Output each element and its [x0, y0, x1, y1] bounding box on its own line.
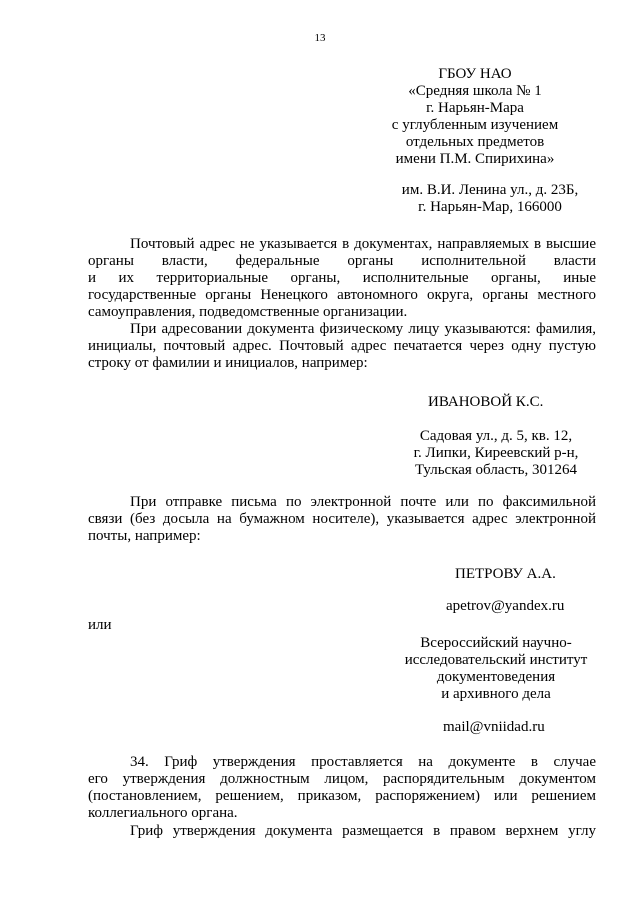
- text-line: Гриф утверждения документа размещается в правом верхнем углу: [130, 823, 596, 839]
- text-line: При отправке письма по электронной почте или по факсимильной: [130, 494, 596, 510]
- recipient-org-block: [360, 66, 590, 168]
- recipient-org-line: имени П.М. Спирихина»: [395, 151, 555, 167]
- text-line: органы власти, федеральные органы исполнительной власти: [88, 253, 596, 269]
- text-line: инициалы, почтовый адрес. Почтовый адрес печатается через одну пустую: [88, 338, 596, 354]
- recipient-org-line: г. Нарьян-Мара: [426, 100, 524, 116]
- recipient-org-address: [380, 182, 600, 216]
- text-line: Почтовый адрес не указывается в документах, направляемых в высшие: [130, 236, 596, 252]
- example-person2-email: apetrov@yandex.ru: [446, 598, 565, 614]
- address-line: г. Липки, Киреевский р-н,: [413, 445, 579, 461]
- address-line: Тульская область, 301264: [414, 462, 578, 478]
- paragraph-individual-addressing: [88, 321, 596, 372]
- example-person-name: ИВАНОВОЙ К.С.: [428, 394, 544, 410]
- example-person-address: [396, 428, 596, 479]
- text-line: и их территориальные органы, исполнительные органы, иные: [88, 270, 596, 286]
- text-line: При адресовании документа физическому лицу указываются: фамилия,: [130, 321, 596, 337]
- example-institute-email: mail@vniidad.ru: [443, 719, 545, 735]
- text-line: коллегиального органа.: [88, 805, 238, 821]
- recipient-org-line: с углубленным изучением: [391, 117, 559, 133]
- institute-line: и архивного дела: [441, 686, 551, 702]
- recipient-org-line: «Средняя школа № 1: [408, 83, 542, 99]
- text-line: почты, например:: [88, 528, 201, 544]
- paragraph-email-addressing: [88, 494, 596, 545]
- text-line: его утверждения должностным лицом, распорядительным документом: [88, 771, 596, 787]
- text-line: 34. Гриф утверждения проставляется на документе в случае: [130, 754, 596, 770]
- text-line: связи (без досыла на бумажном носителе), указывается адрес электронной: [88, 511, 596, 527]
- institute-line: Всероссийский научно-: [420, 635, 572, 651]
- address-line: им. В.И. Ленина ул., д. 23Б,: [401, 182, 579, 198]
- recipient-org-line: ГБОУ НАО: [438, 66, 512, 82]
- institute-line: исследовательский институт: [404, 652, 588, 668]
- address-line: Садовая ул., д. 5, кв. 12,: [419, 428, 573, 444]
- paragraph-postal-address-rule: [88, 236, 596, 321]
- recipient-org-line: отдельных предметов: [405, 134, 545, 150]
- or-word: или: [88, 617, 112, 633]
- institute-line: документоведения: [436, 669, 556, 685]
- page-number: 13: [314, 32, 326, 44]
- address-line: г. Нарьян-Мар, 166000: [418, 199, 562, 215]
- text-line: государственные органы Ненецкого автономного округа, органы местного: [88, 287, 596, 303]
- example-person2-name: ПЕТРОВУ А.А.: [455, 566, 556, 582]
- paragraph-34-approval-stamp: [88, 754, 596, 822]
- text-line: (постановлением, решением, приказом, распоряжением) или решением: [88, 788, 596, 804]
- text-line: самоуправления, подведомственные организации.: [88, 304, 408, 320]
- example-institute-name: [396, 635, 596, 703]
- text-line: строку от фамилии и инициалов, например:: [88, 355, 368, 371]
- paragraph-approval-placement: [88, 823, 596, 840]
